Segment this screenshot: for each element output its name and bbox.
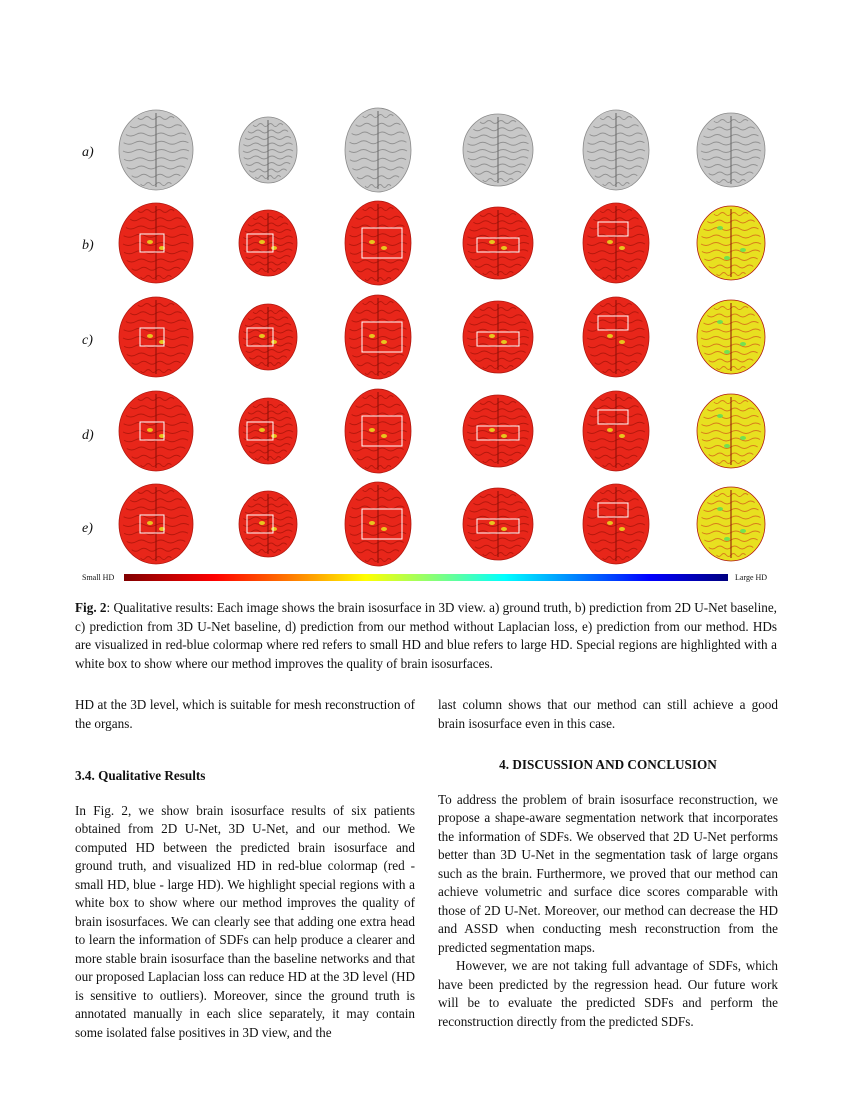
hd-error-spot	[271, 434, 277, 438]
colorbar-left-label: Small HD	[82, 573, 115, 582]
brain-render-r2-c6	[685, 198, 785, 288]
hd-error-spot	[369, 240, 375, 244]
brain-render-r2-c4	[452, 198, 552, 288]
section-heading-3-4: 3.4. Qualitative Results	[75, 768, 206, 783]
hd-error-spot	[717, 320, 723, 324]
brain-render-r1-c4	[452, 105, 552, 195]
brain-render-r5-c1	[110, 479, 210, 569]
hd-error-spot	[501, 340, 507, 344]
hd-error-spot	[740, 342, 746, 346]
left-column	[75, 696, 415, 1042]
hd-error-spot	[724, 444, 730, 448]
brain-render-r4-c5	[570, 386, 670, 476]
right-paragraph-2: To address the problem of brain isosurface reconstruction, we propose a shape-aware segmentation network that incorporates the information of SDFs. We observed that 2D U-Net performs better than 3D U-Net in the segmentation task of large organs such as the brain. Furthermore, we proved that our method can achieve volumetric and surface dice scores comparable with those of 2D U-Net. Moreover, our method can decrease the HD and ASSD when conducting mesh reconstruction from the predicted segmentation maps.	[438, 791, 778, 955]
hd-error-spot	[724, 350, 730, 354]
hd-error-spot	[501, 527, 507, 531]
hd-error-spot	[619, 246, 625, 250]
hd-error-spot	[717, 226, 723, 230]
hd-error-spot	[489, 240, 495, 244]
hd-error-spot	[381, 527, 387, 531]
row-label-c: c)	[82, 333, 93, 348]
right-paragraph-3: However, we are not taking full advantage of SDFs, which have been predicted by the regression head. Our future work will be to evaluate the predicted SDFs and perform the reconstruction directly from the predicted SDFs.	[438, 958, 778, 1029]
brain-render-r5-c3	[332, 479, 432, 569]
hd-error-spot	[607, 334, 613, 338]
hd-error-spot	[259, 428, 265, 432]
hd-error-spot	[147, 240, 153, 244]
brain-render-r5-c4	[452, 479, 552, 569]
colorbar-right-label: Large HD	[735, 573, 768, 582]
hd-error-spot	[740, 529, 746, 533]
hd-error-spot	[619, 340, 625, 344]
brain-render-r1-c5	[570, 105, 670, 195]
hd-error-spot	[271, 527, 277, 531]
brain-render-r4-c4	[452, 386, 552, 476]
row-label-b: b)	[82, 238, 94, 253]
hd-error-spot	[619, 527, 625, 531]
right-paragraph-1: last column shows that our method can still achieve a good brain isosurface even in this case.	[438, 697, 778, 731]
brain-render-r2-c5	[570, 198, 670, 288]
brain-render-r3-c1	[110, 292, 210, 382]
hd-error-spot	[381, 246, 387, 250]
brain-render-r3-c3	[332, 292, 432, 382]
brain-render-r5-c2	[222, 479, 322, 569]
brain-render-r4-c1	[110, 386, 210, 476]
row-label-d: d)	[82, 428, 94, 443]
left-paragraph-1: HD at the 3D level, which is suitable for mesh reconstruction of the organs.	[75, 697, 415, 731]
hd-error-spot	[717, 414, 723, 418]
brain-render-r3-c5	[570, 292, 670, 382]
hd-error-spot	[489, 521, 495, 525]
brain-render-r3-c2	[222, 292, 322, 382]
hd-error-spot	[717, 507, 723, 511]
brain-render-r1-c2	[222, 105, 322, 195]
section-heading-4: 4. DISCUSSION AND CONCLUSION	[499, 757, 717, 772]
brain-render-r2-c3	[332, 198, 432, 288]
brain-render-r2-c2	[222, 198, 322, 288]
hd-error-spot	[369, 428, 375, 432]
brain-render-r4-c2	[222, 386, 322, 476]
hd-error-spot	[381, 434, 387, 438]
hd-error-spot	[724, 256, 730, 260]
hd-error-spot	[501, 246, 507, 250]
brain-render-r4-c3	[332, 386, 432, 476]
figure-caption	[75, 599, 777, 673]
hd-error-spot	[724, 537, 730, 541]
row-label-e: e)	[82, 521, 93, 536]
hd-error-spot	[607, 521, 613, 525]
hd-error-spot	[369, 334, 375, 338]
hd-error-spot	[489, 334, 495, 338]
caption-text: : Qualitative results: Each image shows the brain isosurface in 3D view. a) ground truth, b) prediction from 2D U-Net baseline, c) prediction from 3D U-Net baseline, d) prediction from our method without Laplacian loss, e) prediction from our method. HDs are visualized in red-blue colormap where red refers to small HD and blue refers to large HD. Special regions are highlighted with a white box to show where our method improves the quality of brain isosurfaces.	[75, 600, 777, 671]
hd-error-spot	[740, 248, 746, 252]
hd-error-spot	[147, 334, 153, 338]
brain-render-r2-c1	[110, 198, 210, 288]
left-paragraph-2: In Fig. 2, we show brain isosurface results of six patients obtained from 2D U-Net, 3D U-Net, and our method. We computed HD between the predicted brain isosurface and ground truth, and visualized HD in red-blue colormap (red - small HD, blue - large HD). We highlight special regions with a white box to show where our method improves the quality of brain isosurfaces. We can clearly see that adding one extra head to learn the information of SDFs can help produce a clearer and more stable brain isosurface than the baseline networks and that our proposed Laplacian loss can reduce HD at the 3D level (HD is sensitive to outliers). Moreover, since the ground truth is annotated manually in each slice separately, it may contain some isolated false positives in 3D view, and the	[75, 802, 415, 1040]
hd-error-spot	[369, 521, 375, 525]
hd-error-spot	[740, 436, 746, 440]
caption-label: Fig. 2	[75, 600, 107, 615]
brain-render-r1-c3	[332, 105, 432, 195]
brain-render-r4-c6	[685, 386, 785, 476]
hd-error-spot	[619, 434, 625, 438]
hd-error-spot	[607, 428, 613, 432]
hd-error-spot	[489, 428, 495, 432]
row-label-a: a)	[82, 145, 94, 160]
hd-error-spot	[607, 240, 613, 244]
hd-error-spot	[147, 428, 153, 432]
brain-render-r1-c6	[685, 105, 785, 195]
brain-render-r3-c6	[685, 292, 785, 382]
hd-error-spot	[259, 334, 265, 338]
colorbar-gradient	[124, 574, 728, 581]
brain-render-r3-c4	[452, 292, 552, 382]
hd-error-spot	[259, 521, 265, 525]
right-column	[438, 696, 778, 1031]
hd-error-spot	[259, 240, 265, 244]
hd-error-spot	[381, 340, 387, 344]
hd-colorbar	[0, 573, 850, 585]
brain-render-r5-c6	[685, 479, 785, 569]
brain-render-r1-c1	[110, 105, 210, 195]
brain-render-r5-c5	[570, 479, 670, 569]
hd-error-spot	[271, 246, 277, 250]
hd-error-spot	[147, 521, 153, 525]
hd-error-spot	[501, 434, 507, 438]
hd-error-spot	[271, 340, 277, 344]
